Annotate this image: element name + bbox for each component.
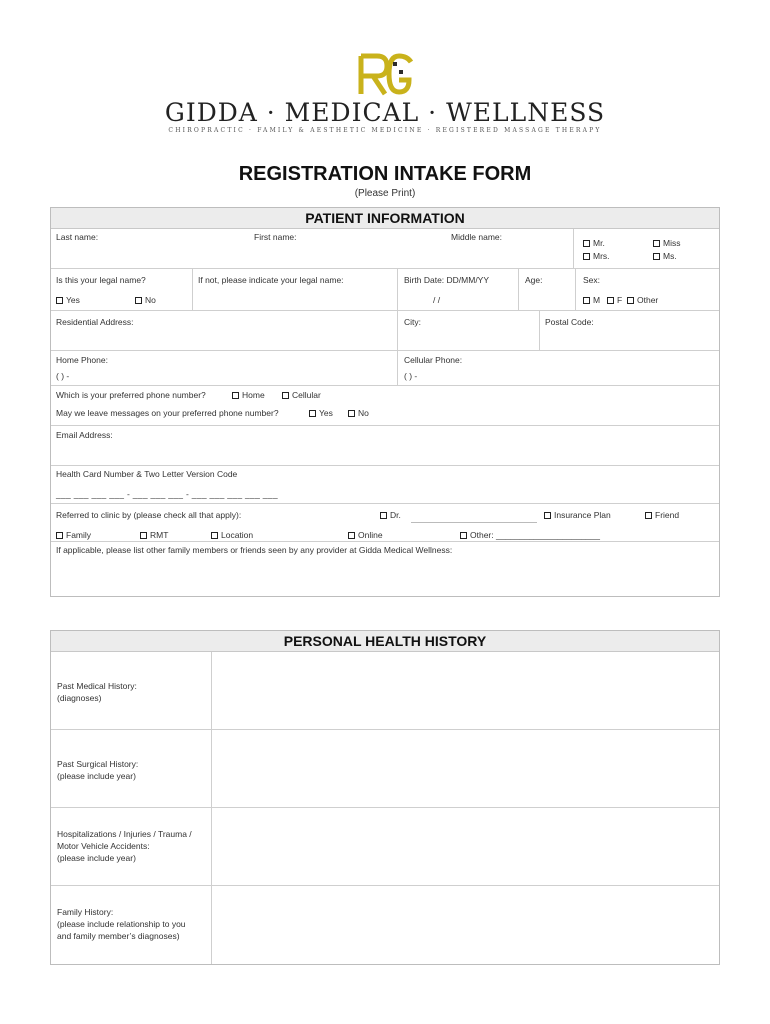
legal-name-field[interactable]: If not, please indicate your legal name:: [198, 275, 344, 285]
health-history-section: [50, 630, 720, 965]
history-row-hospitalizations: [51, 808, 719, 886]
referral-family-checkbox[interactable]: Family: [56, 530, 91, 540]
history-row-surgical: [51, 730, 719, 808]
title-mrs-checkbox[interactable]: Mrs.: [583, 251, 610, 261]
leave-message-question: May we leave messages on your preferred phone number?: [56, 408, 279, 418]
phone-row: [51, 351, 719, 386]
first-name-field[interactable]: First name:: [254, 232, 297, 242]
cell-phone-label: Cellular Phone:: [404, 355, 463, 365]
history-label: Past Medical History: (diagnoses): [57, 681, 137, 703]
preferred-phone-question: Which is your preferred phone number?: [56, 390, 206, 400]
history-row-medical: [51, 652, 719, 730]
preferred-cellular-checkbox[interactable]: Cellular: [282, 390, 321, 400]
referral-row: [51, 504, 719, 542]
history-label: Hospitalizations / Injuries / Trauma / Motor Vehicle Accidents: (please include year): [57, 829, 192, 863]
form-title: REGISTRATION INTAKE FORM: [238, 163, 532, 185]
patient-information-section: [50, 207, 720, 597]
health-card-row: [51, 466, 719, 504]
name-row: [51, 229, 719, 269]
title-miss-checkbox[interactable]: Miss: [653, 238, 680, 248]
referral-friend-checkbox[interactable]: Friend: [645, 510, 679, 520]
legal-no-checkbox[interactable]: No: [135, 295, 156, 305]
title-ms-checkbox[interactable]: Ms.: [653, 251, 677, 261]
residential-address-field[interactable]: Residential Address:: [56, 317, 134, 327]
family-members-row: [51, 542, 719, 596]
home-phone-field[interactable]: ( ) -: [56, 371, 70, 381]
home-phone-label: Home Phone:: [56, 355, 108, 365]
health-history-header: PERSONAL HEALTH HISTORY: [51, 631, 719, 652]
legal-birth-row: [51, 269, 719, 311]
preferred-home-checkbox[interactable]: Home: [232, 390, 265, 400]
referral-rmt-checkbox[interactable]: RMT: [140, 530, 168, 540]
birth-date-slashes: / /: [433, 295, 441, 305]
legal-yes-checkbox[interactable]: Yes: [56, 295, 80, 305]
rg-monogram-icon: [355, 52, 415, 98]
sex-f-checkbox[interactable]: F: [607, 295, 622, 305]
city-field[interactable]: City:: [404, 317, 421, 327]
middle-name-field[interactable]: Middle name:: [451, 232, 503, 242]
referral-dr-checkbox[interactable]: Dr.: [380, 510, 401, 520]
referral-online-checkbox[interactable]: Online: [348, 530, 383, 540]
health-card-field[interactable]: ___ ___ ___ ___ - ___ ___ ___ - ___ ___ ___ ___ ___: [56, 489, 278, 499]
referral-other-checkbox[interactable]: Other: ______________________: [460, 530, 600, 540]
message-yes-checkbox[interactable]: Yes: [309, 408, 333, 418]
email-field[interactable]: Email Address:: [56, 430, 113, 440]
address-row: [51, 311, 719, 351]
birth-date-field[interactable]: Birth Date: DD/MM/YY: [404, 275, 490, 285]
clinic-tagline: CHIROPRACTIC · FAMILY & AESTHETIC MEDICINE · REGISTERED MASSAGE THERAPY: [168, 127, 602, 134]
preferred-phone-row: [51, 386, 719, 426]
legal-name-question: Is this your legal name?: [56, 275, 146, 285]
title-mr-checkbox[interactable]: Mr.: [583, 238, 605, 248]
sex-label: Sex:: [583, 275, 601, 285]
history-label: Family History: (please include relationship to you and family member’s diagnoses): [57, 907, 186, 941]
family-members-field[interactable]: If applicable, please list other family members or friends seen by any provider at Gidda Medical Wellness:: [56, 545, 453, 555]
cell-phone-field[interactable]: ( ) -: [404, 371, 418, 381]
sex-other-checkbox[interactable]: Other: [627, 295, 658, 305]
sex-m-checkbox[interactable]: M: [583, 295, 600, 305]
email-row: [51, 426, 719, 466]
age-field[interactable]: Age:: [525, 275, 543, 285]
patient-information-header: PATIENT INFORMATION: [51, 208, 719, 229]
message-no-checkbox[interactable]: No: [348, 408, 369, 418]
history-label: Past Surgical History: (please include year): [57, 759, 139, 781]
clinic-name: GIDDA · MEDICAL · WELLNESS: [164, 98, 606, 127]
last-name-field[interactable]: Last name:: [56, 232, 99, 242]
referral-question: Referred to clinic by (please check all that apply):: [56, 510, 242, 520]
history-row-family: [51, 886, 719, 964]
form-subtitle: (Please Print): [354, 188, 416, 199]
referral-insurance-checkbox[interactable]: Insurance Plan: [544, 510, 611, 520]
postal-code-field[interactable]: Postal Code:: [545, 317, 594, 327]
health-card-label: Health Card Number & Two Letter Version Code: [56, 469, 238, 479]
referral-location-checkbox[interactable]: Location: [211, 530, 253, 540]
